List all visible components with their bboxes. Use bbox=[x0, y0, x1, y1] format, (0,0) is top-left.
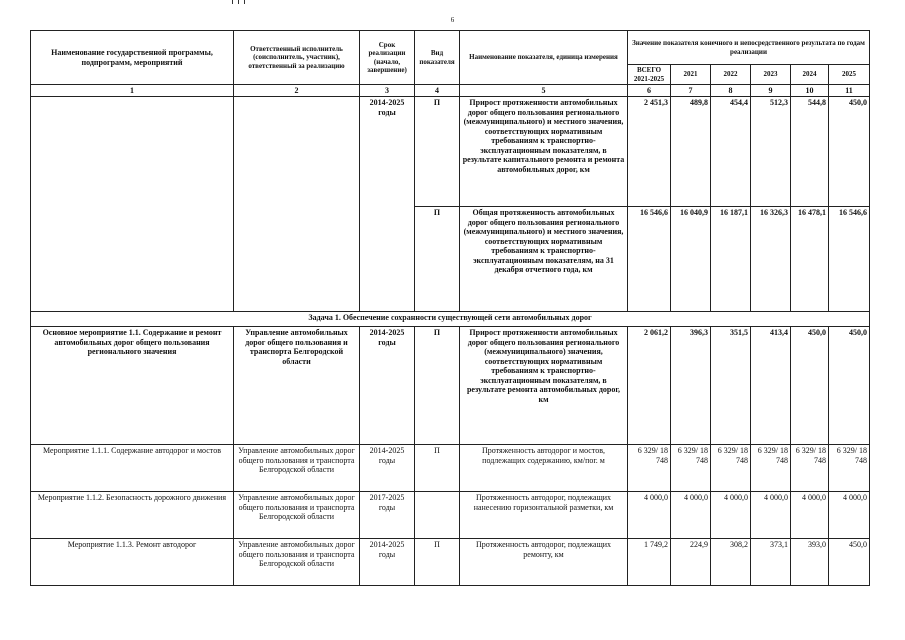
value-total: 2 061,2 bbox=[628, 327, 671, 445]
page-number: 6 bbox=[450, 16, 455, 24]
header-period: Срок реализации (начало, завершение) bbox=[360, 31, 415, 85]
header-values-group: Значение показателя конечного и непосредственного результата по годам реализации bbox=[628, 31, 870, 65]
indicator-name-cell: Протяженность автодорог и мостов, подлежащих содержанию, км/пог. м bbox=[460, 445, 628, 492]
value-total: 6 329/ 18 748 bbox=[628, 445, 671, 492]
header-year-2024: 2024 bbox=[791, 65, 829, 85]
indicator-name-cell: Протяженность автодорог, подлежащих ремонту, км bbox=[460, 539, 628, 586]
measure-name-cell: Основное мероприятие 1.1. Содержание и ремонт автомобильных дорог общего пользования регионального значения bbox=[31, 327, 234, 445]
value-2021: 6 329/ 18 748 bbox=[671, 445, 711, 492]
task-title: Задача 1. Обеспечение сохранности существующей сети автомобильных дорог bbox=[31, 312, 870, 327]
table-row bbox=[31, 492, 870, 539]
scan-mark bbox=[232, 0, 233, 4]
header-year-2021: 2021 bbox=[671, 65, 711, 85]
indicator-type-cell: П bbox=[415, 97, 460, 207]
indicator-name-cell: Прирост протяженности автомобильных дорог общего пользования регионального (межмуниципального) значения, соответствующих нормативным требованиям к транспортно-эксплуатационным показателям, в результате ремонта автомобильных дорог, км bbox=[460, 327, 628, 445]
table-row bbox=[31, 327, 870, 445]
indicator-type-cell: П bbox=[415, 445, 460, 492]
value-total: 2 451,3 bbox=[628, 97, 671, 207]
executor-cell: Управление автомобильных дорог общего пользования и транспорта Белгородской области bbox=[234, 539, 360, 586]
column-number: 3 bbox=[360, 85, 415, 97]
value-2023: 512,3 bbox=[751, 97, 791, 207]
value-total: 1 749,2 bbox=[628, 539, 671, 586]
column-numbers-row bbox=[31, 85, 870, 97]
value-2023: 4 000,0 bbox=[751, 492, 791, 539]
column-number: 2 bbox=[234, 85, 360, 97]
executor-cell bbox=[234, 97, 360, 312]
value-2023: 6 329/ 18 748 bbox=[751, 445, 791, 492]
value-2025: 16 546,6 bbox=[829, 207, 870, 312]
column-number: 11 bbox=[829, 85, 870, 97]
value-2021: 224,9 bbox=[671, 539, 711, 586]
indicator-type-cell: П bbox=[415, 539, 460, 586]
value-2025: 450,0 bbox=[829, 539, 870, 586]
period-cell: 2014-2025 годы bbox=[360, 445, 415, 492]
value-2022: 454,4 bbox=[711, 97, 751, 207]
value-2025: 450,0 bbox=[829, 327, 870, 445]
column-number: 9 bbox=[751, 85, 791, 97]
indicator-name-cell: Протяженность автодорог, подлежащих нанесению горизонтальной разметки, км bbox=[460, 492, 628, 539]
value-2023: 413,4 bbox=[751, 327, 791, 445]
value-2022: 6 329/ 18 748 bbox=[711, 445, 751, 492]
value-2024: 544,8 bbox=[791, 97, 829, 207]
column-number: 7 bbox=[671, 85, 711, 97]
executor-cell: Управление автомобильных дорог общего пользования и транспорта Белгородской области bbox=[234, 492, 360, 539]
value-2021: 16 040,9 bbox=[671, 207, 711, 312]
header-total: ВСЕГО 2021-2025 bbox=[628, 65, 671, 85]
value-2023: 16 326,3 bbox=[751, 207, 791, 312]
program-indicators-table bbox=[30, 30, 870, 586]
value-2022: 4 000,0 bbox=[711, 492, 751, 539]
value-2024: 4 000,0 bbox=[791, 492, 829, 539]
value-2021: 4 000,0 bbox=[671, 492, 711, 539]
table-row bbox=[31, 445, 870, 492]
column-number: 4 bbox=[415, 85, 460, 97]
value-2025: 450,0 bbox=[829, 97, 870, 207]
task-row bbox=[31, 312, 870, 327]
value-2023: 373,1 bbox=[751, 539, 791, 586]
value-total: 4 000,0 bbox=[628, 492, 671, 539]
value-2024: 6 329/ 18 748 bbox=[791, 445, 829, 492]
header-program-name: Наименование государственной программы, подпрограмм, мероприятий bbox=[31, 31, 234, 85]
column-number: 8 bbox=[711, 85, 751, 97]
value-total: 16 546,6 bbox=[628, 207, 671, 312]
value-2021: 396,3 bbox=[671, 327, 711, 445]
header-indicator-name: Наименование показателя, единица измерения bbox=[460, 31, 628, 85]
indicator-name-cell: Прирост протяженности автомобильных дорог общего пользования регионального (межмуниципального) и местного значения, соответствующих нормативным требованиям к транспортно-эксплуатационным показателям, в результате капитального ремонта и ремонта автомобильных дорог, км bbox=[460, 97, 628, 207]
header-executor: Ответственный исполнитель (соисполнитель, участник), ответственный за реализацию bbox=[234, 31, 360, 85]
measure-name-cell: Мероприятие 1.1.2. Безопасность дорожного движения bbox=[31, 492, 234, 539]
period-cell: 2014-2025 годы bbox=[360, 327, 415, 445]
header-year-2023: 2023 bbox=[751, 65, 791, 85]
measure-name-cell: Мероприятие 1.1.3. Ремонт автодорог bbox=[31, 539, 234, 586]
indicator-name-cell: Общая протяженность автомобильных дорог общего пользования регионального (межмуниципального) и местного значения, соответствующих нормативным требованиям к транспортно-эксплуатационным показателям, на 31 декабря отчетного года, км bbox=[460, 207, 628, 312]
indicator-type-cell bbox=[415, 492, 460, 539]
value-2024: 16 478,1 bbox=[791, 207, 829, 312]
value-2022: 308,2 bbox=[711, 539, 751, 586]
header-year-2022: 2022 bbox=[711, 65, 751, 85]
table-row bbox=[31, 97, 870, 207]
value-2024: 393,0 bbox=[791, 539, 829, 586]
header-year-2025: 2025 bbox=[829, 65, 870, 85]
period-cell: 2017-2025 годы bbox=[360, 492, 415, 539]
period-cell: 2014-2025 годы bbox=[360, 539, 415, 586]
indicator-type-cell: П bbox=[415, 327, 460, 445]
value-2022: 16 187,1 bbox=[711, 207, 751, 312]
column-number: 10 bbox=[791, 85, 829, 97]
executor-cell: Управление автомобильных дорог общего пользования и транспорта Белгородской области bbox=[234, 327, 360, 445]
value-2025: 4 000,0 bbox=[829, 492, 870, 539]
value-2024: 450,0 bbox=[791, 327, 829, 445]
period-cell: 2014-2025 годы bbox=[360, 97, 415, 312]
value-2021: 489,8 bbox=[671, 97, 711, 207]
scan-mark bbox=[244, 0, 245, 4]
column-number: 5 bbox=[460, 85, 628, 97]
executor-cell: Управление автомобильных дорог общего пользования и транспорта Белгородской области bbox=[234, 445, 360, 492]
indicator-type-cell: П bbox=[415, 207, 460, 312]
value-2022: 351,5 bbox=[711, 327, 751, 445]
measure-name-cell: Мероприятие 1.1.1. Содержание автодорог и мостов bbox=[31, 445, 234, 492]
table-row bbox=[31, 539, 870, 586]
scan-mark bbox=[238, 0, 239, 4]
column-number: 1 bbox=[31, 85, 234, 97]
program-name-cell bbox=[31, 97, 234, 312]
value-2025: 6 329/ 18 748 bbox=[829, 445, 870, 492]
header-indicator-type: Вид показателя bbox=[415, 31, 460, 85]
column-number: 6 bbox=[628, 85, 671, 97]
